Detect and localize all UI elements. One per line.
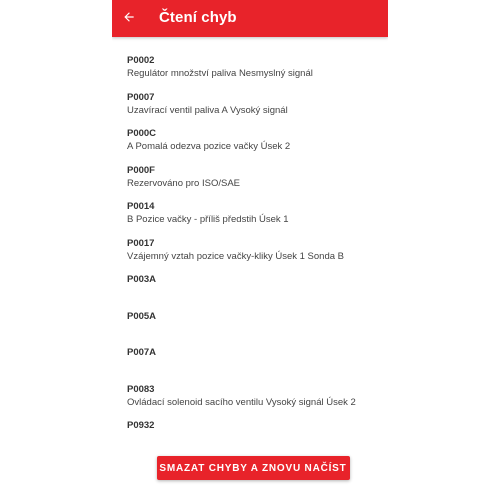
- error-list-item: [127, 87, 377, 124]
- error-list-item: [127, 123, 377, 160]
- error-list-item: [127, 379, 377, 416]
- error-code: P005A: [127, 310, 157, 322]
- error-code: P0007: [127, 91, 155, 103]
- error-code: P007A: [127, 347, 157, 358]
- error-description: [127, 359, 377, 372]
- error-code: P000F: [127, 164, 155, 176]
- error-list-item: [127, 233, 377, 270]
- error-description: [127, 286, 377, 299]
- error-list-item: [127, 160, 377, 197]
- action-bar: [112, 456, 388, 480]
- error-list-item: [127, 306, 377, 343]
- error-code: P000C: [127, 128, 157, 139]
- error-description: Ovládací solenoid sacího ventilu Vysoký signál Úsek 2: [127, 396, 356, 408]
- error-description: B Pozice vačky - příliš předstih Úsek 1: [127, 214, 289, 225]
- error-description: A Pomalá odezva pozice vačky Úsek 2: [127, 141, 291, 152]
- app-screen: [112, 0, 388, 500]
- error-code: P0017: [127, 237, 155, 249]
- page-title: Čtení chyb: [159, 9, 237, 26]
- error-description: Rezervováno pro ISO/SAE: [127, 177, 240, 189]
- error-description: Uzavírací ventil paliva A Vysoký signál: [127, 104, 288, 116]
- error-list-item: [127, 50, 377, 87]
- back-button[interactable]: [120, 8, 138, 26]
- error-code: P003A: [127, 274, 157, 285]
- app-bar: [112, 0, 388, 37]
- error-description: Regulátor množství paliva Nesmyslný signál: [127, 68, 313, 79]
- error-code: P0002: [127, 55, 155, 66]
- error-code: P0932: [127, 420, 155, 428]
- error-list-item: [127, 196, 377, 233]
- clear-and-reload-button[interactable]: SMAZAT CHYBY A ZNOVU NAČÍST: [157, 456, 350, 480]
- error-list[interactable]: [127, 50, 377, 428]
- error-code: P0083: [127, 383, 155, 395]
- error-description: [127, 323, 377, 336]
- error-code: P0014: [127, 201, 155, 212]
- error-description: Vzájemný vztah pozice vačky-kliky Úsek 1 Sonda B: [127, 250, 345, 262]
- error-list-item: [127, 342, 377, 379]
- arrow-left-icon: [122, 10, 136, 24]
- error-list-item: [127, 269, 377, 306]
- error-list-item: [127, 415, 377, 428]
